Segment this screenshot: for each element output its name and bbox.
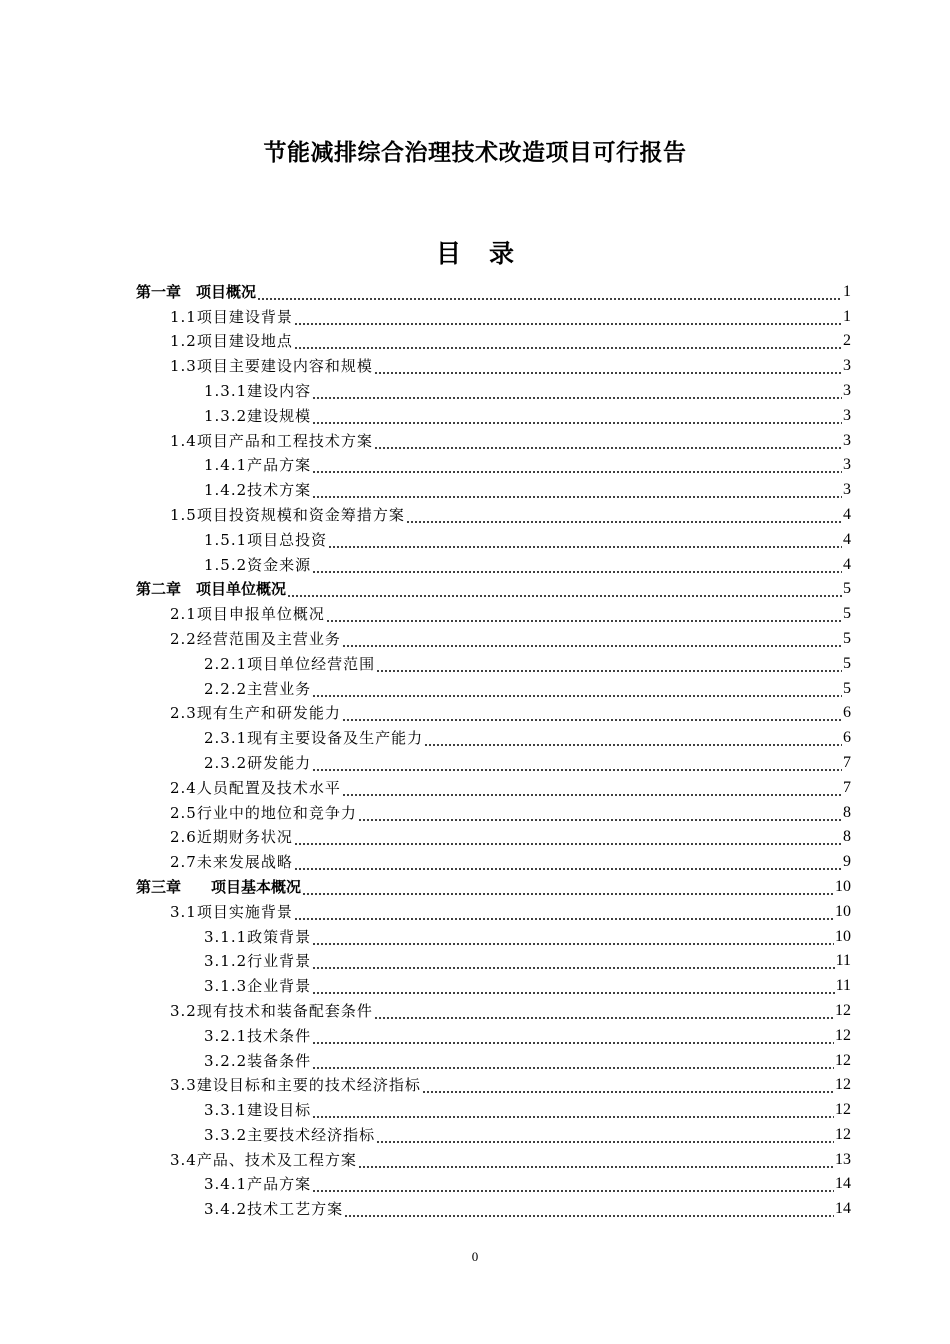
toc-entry-label: 3.1项目实施背景 — [170, 902, 293, 921]
toc-entry[interactable] — [136, 450, 851, 475]
toc-entry[interactable] — [136, 698, 851, 723]
toc-entry-page: 5 — [843, 679, 851, 697]
toc-entry-label: 1.4.1产品方案 — [204, 456, 312, 475]
toc-dot-leader — [358, 1151, 834, 1169]
toc-dot-leader — [342, 779, 842, 797]
toc-entry-label: 3.2现有技术和装备配套条件 — [170, 1001, 373, 1020]
toc-entry-page: 10 — [835, 902, 851, 920]
toc-entry[interactable] — [136, 648, 851, 673]
toc-dot-leader — [312, 481, 842, 499]
toc-dot-leader — [342, 704, 842, 722]
toc-entry-page: 7 — [843, 778, 851, 796]
toc-entry[interactable] — [136, 747, 851, 772]
toc-entry[interactable] — [136, 1119, 851, 1144]
toc-entry-label: 1.5.2资金来源 — [204, 555, 312, 574]
toc-entry[interactable] — [136, 822, 851, 847]
toc-entry[interactable] — [136, 623, 851, 648]
toc-dot-leader — [294, 828, 842, 846]
toc-dot-leader — [422, 1076, 834, 1094]
toc-entry-label: 1.2项目建设地点 — [170, 332, 293, 351]
toc-entry-page: 12 — [835, 1101, 851, 1119]
toc-heading: 目录 — [435, 239, 542, 268]
toc-entry-label: 第二章 项目单位概况 — [136, 580, 287, 599]
toc-entry[interactable] — [136, 995, 851, 1020]
toc-entry-page: 4 — [843, 555, 851, 573]
toc-entry[interactable] — [136, 1169, 851, 1194]
toc-dot-leader — [312, 456, 842, 474]
toc-dot-leader — [312, 1101, 834, 1119]
toc-entry[interactable] — [136, 276, 851, 301]
toc-dot-leader — [312, 556, 842, 574]
toc-dot-leader — [406, 506, 842, 524]
page-number: 0 — [471, 1249, 479, 1264]
toc-entry-page: 8 — [843, 803, 851, 821]
toc-entry[interactable] — [136, 574, 851, 599]
toc-entry-label: 3.2.2装备条件 — [204, 1051, 312, 1070]
toc-entry-label: 3.3建设目标和主要的技术经济指标 — [170, 1076, 421, 1095]
toc-entry-label: 3.1.2行业背景 — [204, 952, 312, 971]
toc-entry[interactable] — [136, 425, 851, 450]
toc-entry-page: 13 — [835, 1150, 851, 1168]
toc-entry-page: 5 — [843, 629, 851, 647]
toc-entry[interactable] — [136, 499, 851, 524]
toc-entry-label: 1.3.2建设规模 — [204, 406, 312, 425]
toc-dot-leader — [312, 407, 842, 425]
toc-entry[interactable] — [136, 772, 851, 797]
toc-dot-leader — [374, 357, 842, 375]
toc-entry-page: 3 — [843, 481, 851, 499]
toc-entry-page: 2 — [843, 332, 851, 350]
toc-dot-leader — [294, 853, 842, 871]
toc-entry[interactable] — [136, 549, 851, 574]
toc-entry-label: 第一章 项目概况 — [136, 282, 257, 301]
toc-entry-page: 11 — [835, 977, 851, 995]
toc-dot-leader — [376, 655, 842, 673]
toc-entry-page: 12 — [835, 1026, 851, 1044]
toc-entry-label: 1.3项目主要建设内容和规模 — [170, 357, 373, 376]
toc-entry-page: 10 — [835, 877, 851, 895]
toc-entry-page: 3 — [843, 406, 851, 424]
toc-dot-leader — [374, 432, 842, 450]
toc-entry-page: 9 — [843, 853, 851, 871]
toc-entry-label: 3.3.1建设目标 — [204, 1101, 312, 1120]
toc-entry[interactable] — [136, 474, 851, 499]
toc-entry-label: 第三章 项目基本概况 — [136, 877, 302, 896]
toc-entry-page: 6 — [843, 704, 851, 722]
toc-entry[interactable] — [136, 1020, 851, 1045]
toc-entry[interactable] — [136, 673, 851, 698]
toc-entry[interactable] — [136, 598, 851, 623]
toc-dot-leader — [312, 977, 834, 995]
toc-dot-leader — [257, 283, 842, 301]
toc-entry[interactable] — [136, 797, 851, 822]
toc-dot-leader — [312, 952, 834, 970]
toc-entry[interactable] — [136, 722, 851, 747]
document-title: 节能减排综合治理技术改造项目可行报告 — [263, 139, 687, 166]
toc-dot-leader — [376, 1126, 834, 1144]
toc-entry-label: 3.4.2技术工艺方案 — [204, 1200, 344, 1219]
toc-entry[interactable] — [136, 921, 851, 946]
toc-entry-label: 2.1项目申报单位概况 — [170, 605, 325, 624]
toc-entry[interactable] — [136, 524, 851, 549]
toc-entry[interactable] — [136, 1070, 851, 1095]
toc-dot-leader — [312, 1175, 834, 1193]
toc-entry-page: 8 — [843, 828, 851, 846]
toc-entry-label: 2.6近期财务状况 — [170, 828, 293, 847]
toc-entry-label: 1.1项目建设背景 — [170, 307, 293, 326]
toc-entry-label: 3.3.2主要技术经济指标 — [204, 1125, 376, 1144]
toc-dot-leader — [312, 754, 842, 772]
toc-entry-label: 1.5.1项目总投资 — [204, 530, 328, 549]
toc-dot-leader — [294, 308, 842, 326]
toc-dot-leader — [424, 729, 842, 747]
toc-entry-page: 12 — [835, 1001, 851, 1019]
toc-entry-page: 1 — [843, 282, 851, 300]
toc-entry-label: 2.2经营范围及主营业务 — [170, 629, 341, 648]
toc-entry[interactable] — [136, 1193, 851, 1218]
toc-entry[interactable] — [136, 326, 851, 351]
toc-entry[interactable] — [136, 301, 851, 326]
toc-dot-leader — [358, 804, 842, 822]
table-of-contents — [136, 276, 851, 1218]
toc-entry-page: 5 — [843, 654, 851, 672]
toc-entry-page: 4 — [843, 505, 851, 523]
toc-dot-leader — [302, 878, 834, 896]
toc-entry-label: 2.3.2研发能力 — [204, 753, 312, 772]
toc-entry-page: 3 — [843, 431, 851, 449]
toc-entry[interactable] — [136, 946, 851, 971]
toc-entry-label: 2.5行业中的地位和竞争力 — [170, 803, 357, 822]
toc-dot-leader — [344, 1200, 834, 1218]
toc-entry-label: 2.7未来发展战略 — [170, 853, 293, 872]
toc-entry-page: 7 — [843, 753, 851, 771]
toc-entry-label: 3.4产品、技术及工程方案 — [170, 1150, 357, 1169]
toc-dot-leader — [312, 382, 842, 400]
toc-entry[interactable] — [136, 1094, 851, 1119]
toc-entry-label: 2.4人员配置及技术水平 — [170, 778, 341, 797]
toc-entry-page: 14 — [835, 1200, 851, 1218]
toc-dot-leader — [312, 1027, 834, 1045]
toc-dot-leader — [294, 903, 834, 921]
toc-dot-leader — [312, 680, 842, 698]
toc-entry[interactable] — [136, 896, 851, 921]
toc-dot-leader — [287, 580, 842, 598]
toc-entry-label: 3.4.1产品方案 — [204, 1175, 312, 1194]
toc-entry-page: 1 — [843, 307, 851, 325]
toc-entry-page: 3 — [843, 381, 851, 399]
toc-entry[interactable] — [136, 1045, 851, 1070]
toc-entry-page: 12 — [835, 1125, 851, 1143]
toc-entry-label: 1.5项目投资规模和资金筹措方案 — [170, 505, 405, 524]
toc-dot-leader — [312, 928, 834, 946]
toc-entry-page: 3 — [843, 456, 851, 474]
toc-entry-page: 6 — [843, 729, 851, 747]
toc-entry[interactable] — [136, 871, 851, 896]
toc-entry-page: 12 — [835, 1076, 851, 1094]
toc-entry-label: 3.2.1技术条件 — [204, 1026, 312, 1045]
toc-entry-page: 5 — [843, 580, 851, 598]
toc-entry-page: 5 — [843, 605, 851, 623]
toc-entry-page: 14 — [835, 1175, 851, 1193]
toc-entry[interactable] — [136, 350, 851, 375]
toc-dot-leader — [342, 630, 842, 648]
toc-dot-leader — [312, 1052, 834, 1070]
toc-dot-leader — [374, 1002, 834, 1020]
toc-entry-page: 11 — [835, 952, 851, 970]
toc-entry-label: 1.3.1建设内容 — [204, 381, 312, 400]
toc-dot-leader — [326, 605, 842, 623]
toc-entry-label: 1.4.2技术方案 — [204, 481, 312, 500]
toc-entry-label: 2.2.2主营业务 — [204, 679, 312, 698]
toc-entry-page: 3 — [843, 357, 851, 375]
toc-entry-label: 1.4项目产品和工程技术方案 — [170, 431, 373, 450]
toc-entry-page: 4 — [843, 530, 851, 548]
toc-entry[interactable] — [136, 400, 851, 425]
toc-entry-label: 2.2.1项目单位经营范围 — [204, 654, 376, 673]
toc-entry[interactable] — [136, 375, 851, 400]
toc-entry[interactable] — [136, 846, 851, 871]
toc-entry-page: 12 — [835, 1051, 851, 1069]
toc-entry[interactable] — [136, 970, 851, 995]
toc-entry-label: 3.1.3企业背景 — [204, 977, 312, 996]
toc-dot-leader — [294, 332, 842, 350]
toc-dot-leader — [328, 531, 842, 549]
toc-entry-page: 10 — [835, 927, 851, 945]
toc-entry-label: 2.3现有生产和研发能力 — [170, 704, 341, 723]
toc-entry-label: 3.1.1政策背景 — [204, 927, 312, 946]
toc-entry-label: 2.3.1现有主要设备及生产能力 — [204, 729, 424, 748]
toc-entry[interactable] — [136, 1144, 851, 1169]
